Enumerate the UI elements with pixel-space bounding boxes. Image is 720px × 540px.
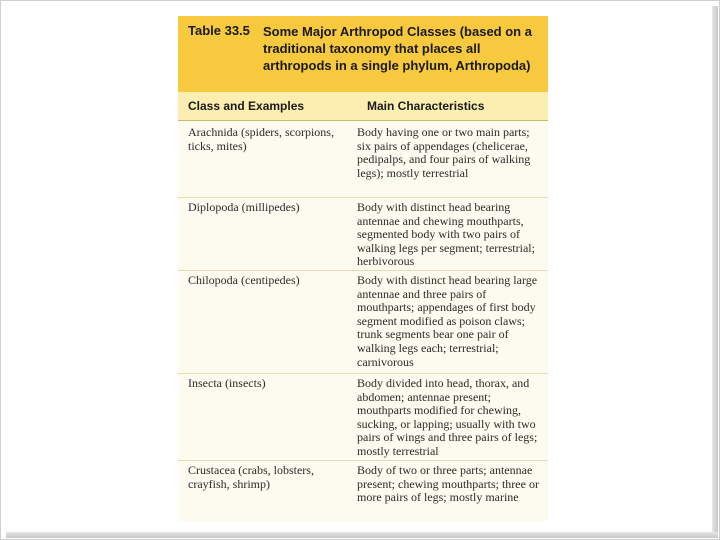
column-header-class: Class and Examples [188, 99, 305, 113]
arthropod-table [178, 16, 548, 521]
slide-shadow-right [712, 6, 718, 538]
cell-characteristics: Body divided into head, thorax, and abdomen; antennae present; mouthparts modified for chewing, sucking, or lapping; usually with two pairs of wings and three pairs of legs; mostly terrestrial [357, 376, 538, 458]
cell-class: Insecta (insects) [188, 376, 266, 390]
cell-class: Chilopoda (centipedes) [188, 273, 300, 287]
cell-class: Arachnida (spiders, scorpions, ticks, mites) [188, 125, 334, 153]
row-divider [178, 460, 548, 461]
table-header-row [178, 92, 548, 120]
header-divider [178, 120, 548, 121]
row-divider [178, 197, 548, 198]
row-divider [178, 373, 548, 374]
cell-characteristics: Body of two or three parts; antennae present; chewing mouthparts; three or more pairs of legs; mostly marine [357, 463, 539, 505]
table-title: Some Major Arthropod Classes (based on a traditional taxonomy that places all arthropods in a single phylum, Arthropoda) [263, 24, 532, 73]
slide-shadow-bottom [6, 532, 718, 538]
column-header-characteristics: Main Characteristics [367, 99, 485, 113]
cell-characteristics: Body with distinct head bearing antennae and chewing mouthparts, segmented body with two pairs of walking legs per segment; terrestrial; herbivorous [357, 200, 535, 269]
cell-class: Crustacea (crabs, lobsters, crayfish, shrimp) [188, 463, 314, 491]
cell-class: Diplopoda (millipedes) [188, 200, 300, 214]
row-divider [178, 270, 548, 271]
table-number: Table 33.5 [188, 23, 250, 38]
cell-characteristics: Body with distinct head bearing large antennae and three pairs of mouthparts; appendages of first body segment modified as poison claws; trunk segments bear one pair of walking legs each; terrestrial; carnivorous [357, 273, 538, 369]
table-title-band [178, 16, 548, 92]
cell-characteristics: Body having one or two main parts; six pairs of appendages (chelicerae, pedipalps, and four pairs of walking legs); mostly terrestrial [357, 125, 531, 180]
